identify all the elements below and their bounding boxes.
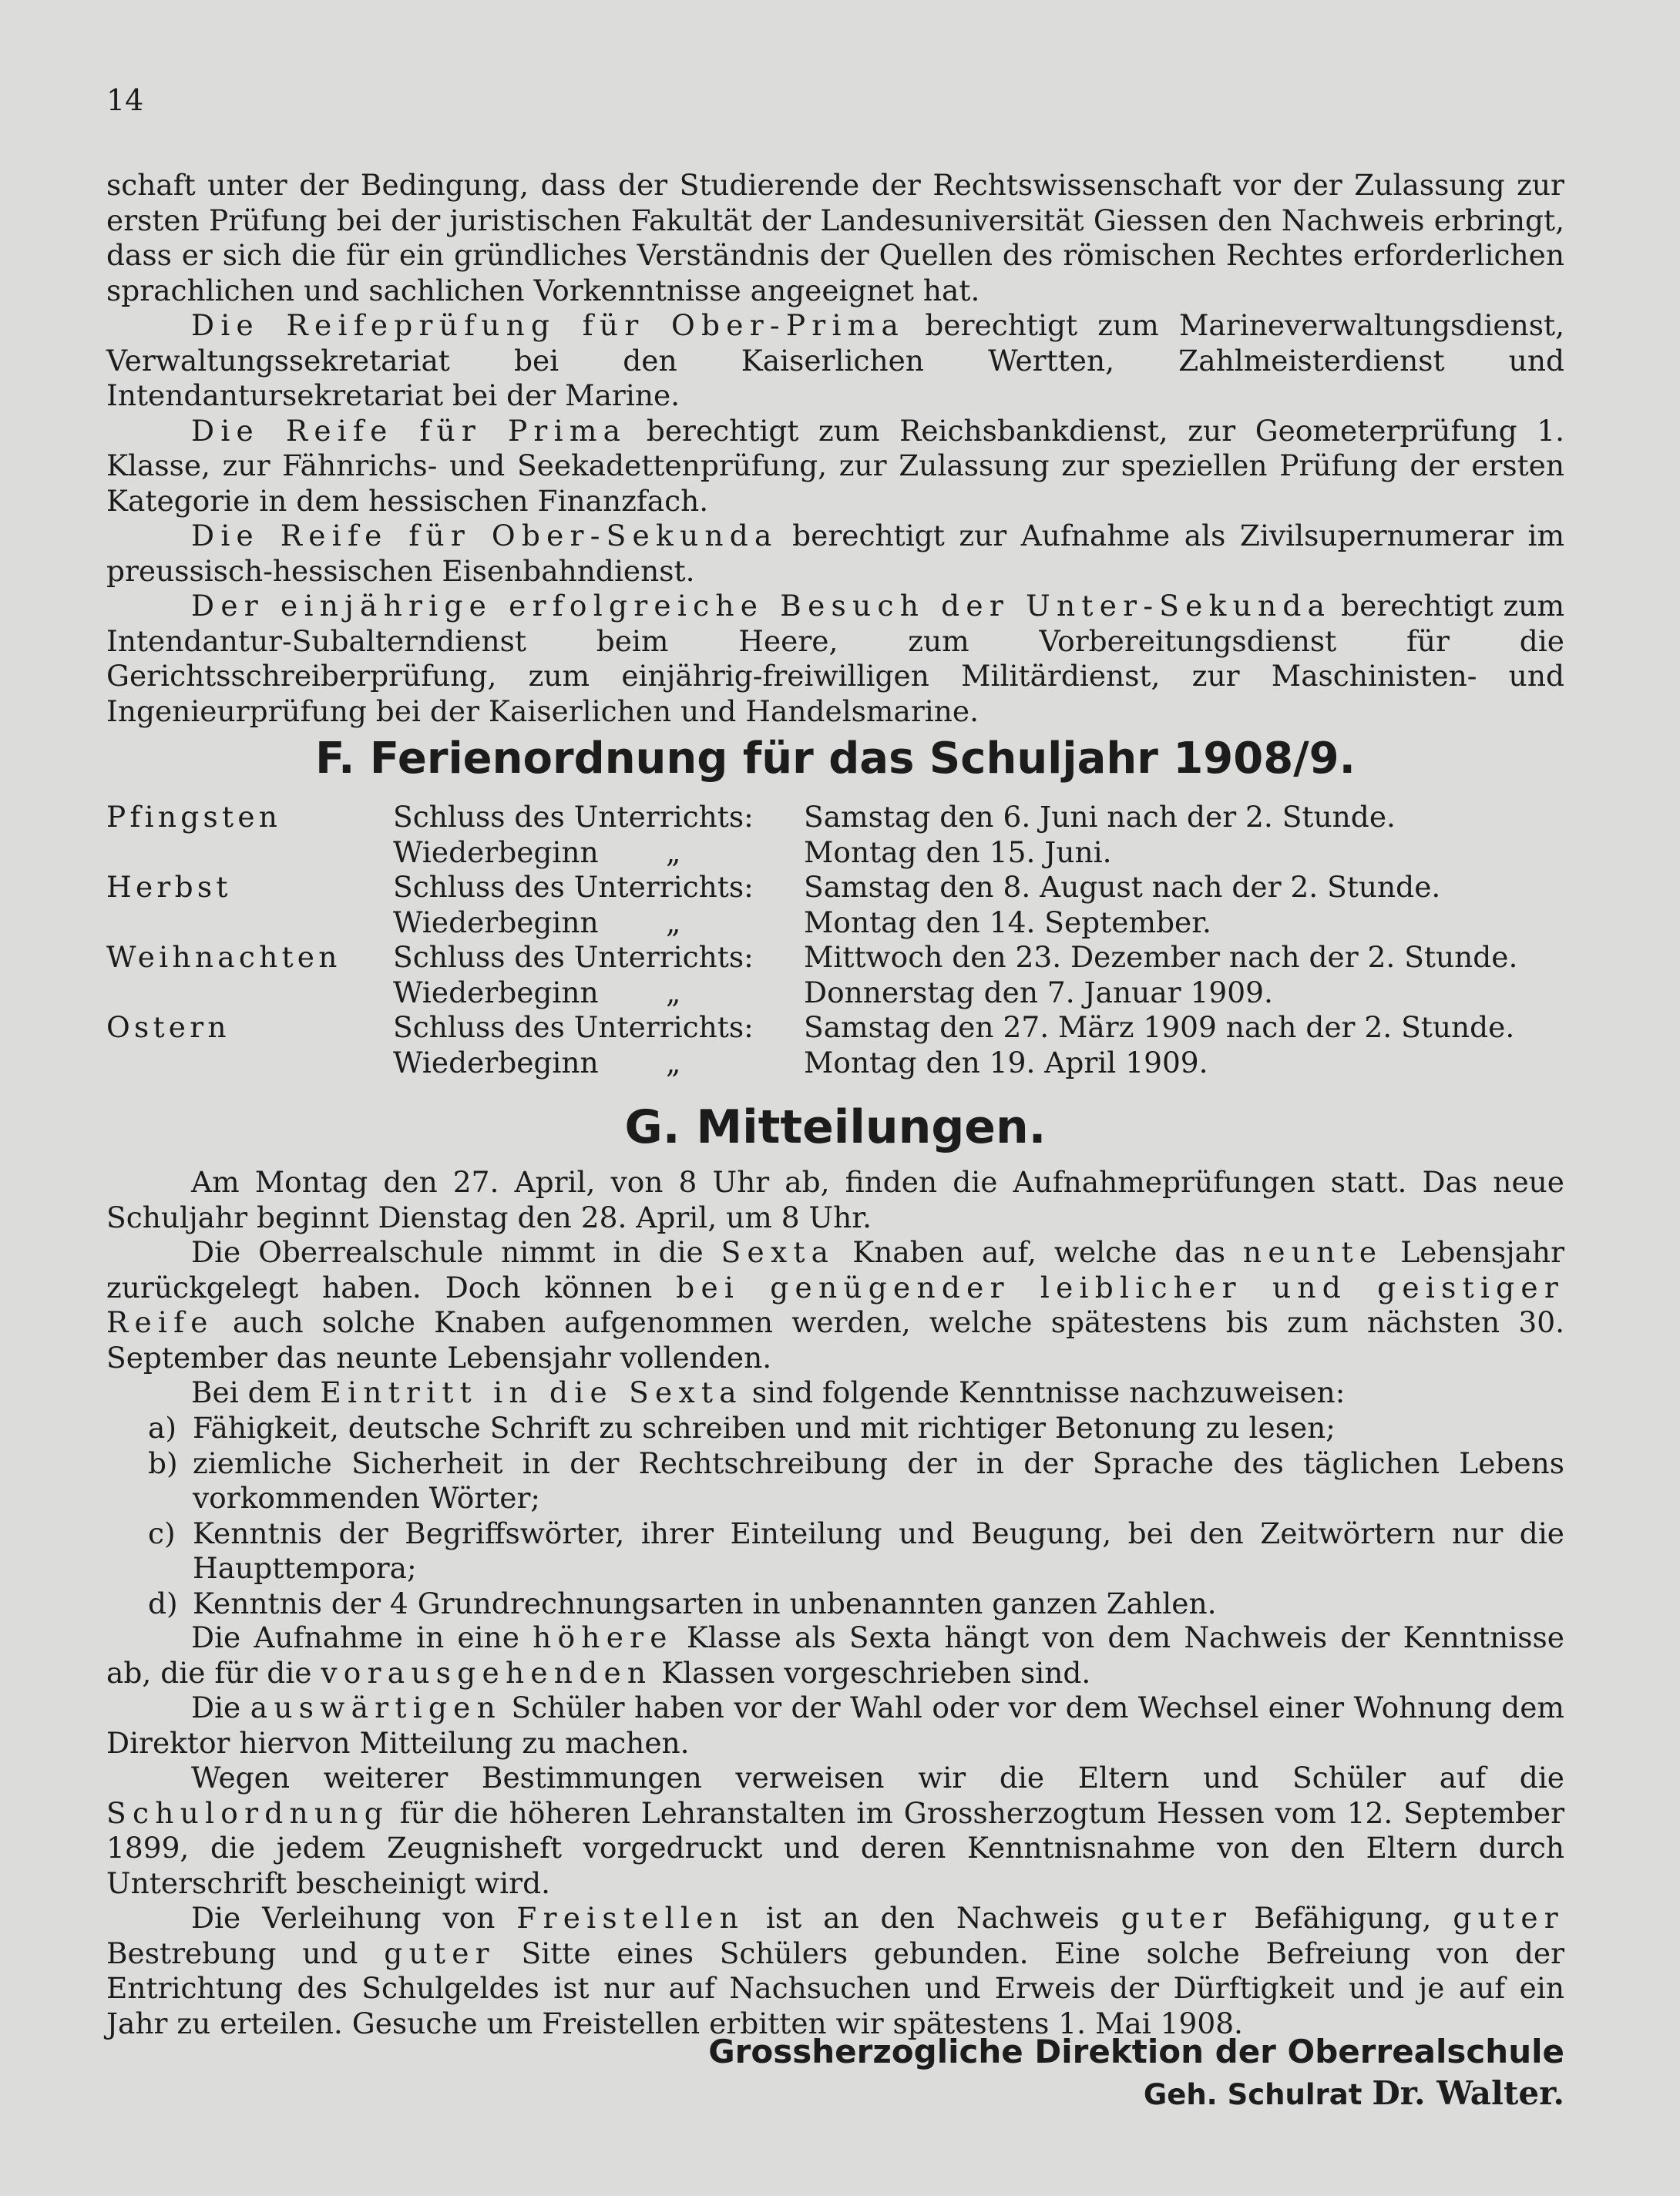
schedule-row: Wiederbeginn „ Montag den 19. April 1909.: [393, 1045, 1208, 1080]
schedule-row: Wiederbeginn „ Donnerstag den 7. Januar 1909.: [393, 975, 1273, 1009]
schedule-row: Ostern Schluss des Unterrichts: Samstag den 27. März 1909 nach der 2. Stunde.: [106, 1010, 1515, 1044]
paragraph: Die Oberrealschule nimmt in die Sexta Knaben auf, welche das neunte Lebensjahr zurückgelegt haben. Doch können bei genügender leiblicher und geistiger Reife auch solche Knaben aufgenommen werden, welche spätestens bis zum nächsten 30. September das neunte Lebensjahr vollenden.: [106, 1235, 1565, 1375]
signature-institution: Grossherzogliche Direktion der Oberrealschule: [708, 2033, 1564, 2070]
paragraph: Am Montag den 27. April, von 8 Uhr ab, finden die Aufnahmeprüfungen statt. Das neue Schuljahr beginnt Dienstag den 28. April, um 8 Uhr.: [106, 1165, 1564, 1234]
page-number: 14: [106, 83, 144, 117]
paragraph: Die Verleihung von Freistellen ist an den Nachweis guter Befähigung, guter Bestrebung und guter Sitte eines Schülers gebunden. Eine solche Befreiung von der Entrichtung des Schulgeldes ist nur auf Nachsuchen und Erweis der Dürftigkeit und je auf ein Jahr zu erteilen. Gesuche um Freistellen erbitten wir spätestens 1. Mai 1908.: [106, 1901, 1565, 2040]
section-g-heading: G. Mitteilungen.: [624, 1100, 1047, 1154]
paragraph: Die auswärtigen Schüler haben vor der Wahl oder vor dem Wechsel einer Wohnung dem Direktor hiervon Mitteilung zu machen.: [106, 1691, 1564, 1760]
schedule-row: Herbst Schluss des Unterrichts: Samstag den 8. August nach der 2. Stunde.: [106, 870, 1441, 904]
section-e-continuation: [106, 168, 1564, 729]
signature-name: Geh. Schulrat Dr. Walter.: [1143, 2074, 1564, 2112]
spaced-emphasis: Der einjährige erfolgreiche Besuch der Unter-Sekunda: [191, 589, 1332, 623]
list-item: c) Kenntnis der Begriffswörter, ihrer Einteilung und Beugung, bei den Zeitwörtern nur die Haupttempora;: [148, 1516, 1564, 1585]
section-g-rules: [106, 1620, 1564, 2041]
paragraph: Wegen weiterer Bestimmungen verweisen wir die Eltern und Schüler auf die Schulordnung für die höheren Lehranstalten im Grossherzogtum Hessen vom 12. September 1899, die jedem Zeugnisheft vorgedruckt und deren Kenntnisnahme von den Eltern durch Unterschrift bescheinigt wird.: [106, 1761, 1564, 1900]
schedule-row: Wiederbeginn „ Montag den 14. September.: [393, 905, 1211, 939]
spaced-emphasis: Die Reife für Prima: [191, 413, 627, 448]
section-f-heading: F. Ferienordnung für das Schuljahr 1908/9.: [315, 734, 1356, 784]
paragraph: Bei dem Eintritt in die Sexta sind folgende Kenntnisse nachzuweisen:: [191, 1375, 1346, 1409]
schedule-row: Weihnachten Schluss des Unterrichts: Mittwoch den 23. Dezember nach der 2. Stunde.: [106, 940, 1518, 974]
list-item: b) ziemliche Sicherheit in der Rechtschreibung der in der Sprache des täglichen Lebens vorkommenden Wörter;: [148, 1446, 1564, 1515]
entry-requirements-list: [106, 1411, 1564, 1621]
spaced-emphasis: Die Reifeprüfung für Ober-Prima: [191, 308, 906, 342]
spaced-emphasis: Die Reife für Ober-Sekunda: [191, 519, 778, 552]
paragraph: Der einjährige erfolgreiche Besuch der Unter-Sekunda berechtigt zum Intendantur-Subalterndienst beim Heere, zum Vorbereitungsdienst für die Gerichtsschreiberprüfung, zum einjährig-freiwilligen Militärdienst, zur Maschinisten- und Ingenieurprüfung bei der Kaiserlichen und Handelsmarine.: [106, 589, 1564, 728]
paragraph: Die Reife für Ober-Sekunda berechtigt zur Aufnahme als Zivilsupernumerar im preussisch-hessischen Eisenbahndienst.: [106, 519, 1564, 588]
holiday-schedule: [106, 800, 1564, 1080]
list-item: a) Fähigkeit, deutsche Schrift zu schreiben und mit richtiger Betonung zu lesen;: [148, 1411, 1336, 1445]
schedule-row: Wiederbeginn „ Montag den 15. Juni.: [393, 834, 1112, 869]
paragraph: Die Reife für Prima berechtigt zum Reichsbankdienst, zur Geometerprüfung 1. Klasse, zur Fähnrichs- und Seekadettenprüfung, zur Zulassung zur speziellen Prüfung der ersten Kategorie in dem hessischen Finanzfach.: [106, 413, 1565, 518]
paragraph: Die Aufnahme in eine höhere Klasse als Sexta hängt von dem Nachweis der Kenntnisse ab, die für die vorausgehenden Klassen vorgeschrieben sind.: [106, 1620, 1564, 1690]
paragraph: Die Reifeprüfung für Ober-Prima berechtigt zum Marineverwaltungsdienst, Verwaltungssekretariat bei den Kaiserlichen Wertten, Zahlmeisterdienst und Intendantursekretariat bei der Marine.: [106, 308, 1564, 412]
section-g-intro: [106, 1165, 1564, 1411]
schedule-row: Pfingsten Schluss des Unterrichts: Samstag den 6. Juni nach der 2. Stunde.: [106, 800, 1396, 834]
list-item: d) Kenntnis der 4 Grundrechnungsarten in unbenannten ganzen Zahlen.: [148, 1586, 1217, 1620]
paragraph: schaft unter der Bedingung, dass der Studierende der Rechtswissenschaft vor der Zulassung zur ersten Prüfung bei der juristischen Fakultät der Landesuniversität Giessen den Nachweis erbringt, dass er sich die für ein gründliches Verständnis der Quellen des römischen Rechtes erforderlichen sprachlichen und sachlichen Vorkenntnisse angeeignet hat.: [106, 168, 1564, 307]
